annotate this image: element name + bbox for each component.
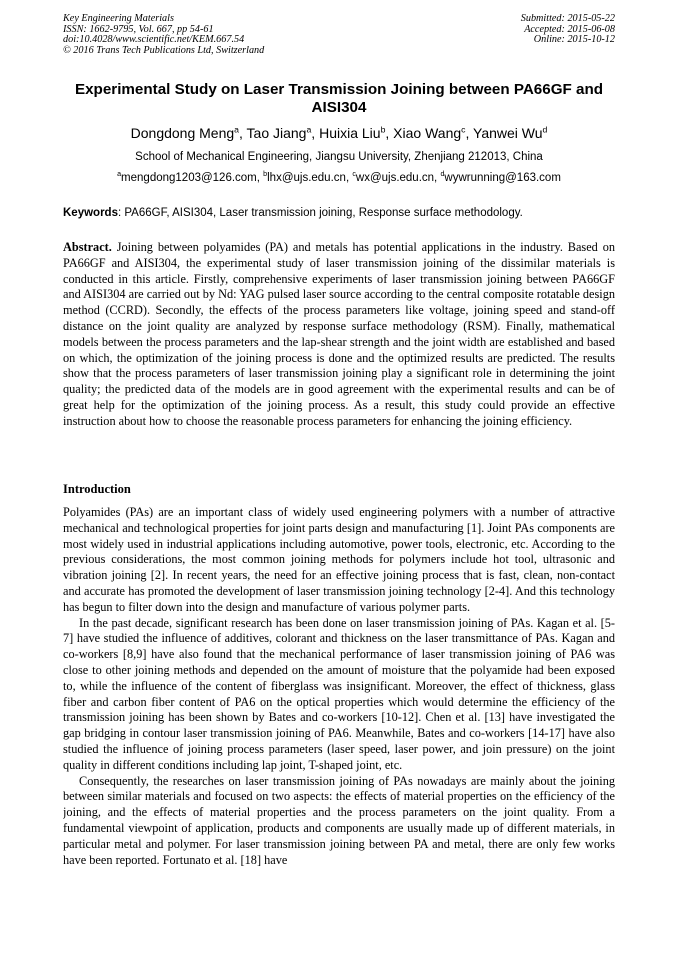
email[interactable]: $^a$mengdong1203@126.com <box>117 170 257 184</box>
paragraph: Polyamides (PAs) are an important class of widely used engineering polymers with a number of attractive mechanical and technological properties for joint parts design and manufacturing [1]. Joint PAs components are most widely used in industrial applications including automotive, power tools, electronic, etc. According to the previous considerations, the most common joining methods for polymers include hot tool, ultrasonic and vibration joining [2]. In recent years, the need for an effective joining process that is fast, clean, non-contact and accurate has promoted the development of laser transmission joining technology [2-4]. And this technology has begun to filter down into the design and manufacture of various polymer parts. <box>63 505 615 614</box>
email[interactable]: $^c$wx@ujs.edu.cn <box>352 170 435 184</box>
author-list <box>40 125 638 142</box>
email[interactable]: $^b$lhx@ujs.edu.cn <box>263 170 346 184</box>
affiliation: School of Mechanical Engineering, Jiangsu University, Zhenjiang 212013, China <box>135 151 543 163</box>
email[interactable]: $^d$wywrunning@163.com <box>440 170 561 184</box>
keywords-label: Keywords <box>63 207 118 219</box>
author: Huixia Liu$^b$, <box>319 124 394 141</box>
publication-dates <box>521 14 615 46</box>
author: Tao Jiang$^a$, <box>246 124 320 141</box>
paragraph: In the past decade, significant research has been done on laser transmission joining of PAs. Kagan et al. [5-7] have studied the influence of additives, colorant and thickness on the laser transmittance of PAs. Kagan and co-workers [8,9] have also found that the mechanical performance of laser transmission joining of PA6 was close to other joining methods and depended on the amount of moisture that the polyamide had been exposed to, while the influence of the content of fiberglass was insignificant. Moreover, the effect of thickness, glass fiber and carbon fiber content of PA6 on the optical properties which would determine the efficiency of the transmission joining has been shown by Bates and co-workers [10-12]. Chen et al. [13] have investigated the gap bridging in contour laser transmission joining of PA6. Meanwhile, Bates and co-workers [14-17] have also studied the influence of joining process parameters (laser speed, laser power, and join pressure) on the joint quality in different conditions including lap joint, T-shaped joint, etc. <box>63 615 615 772</box>
journal-header <box>63 14 264 56</box>
author: Dongdong Meng$^a$, <box>130 124 247 141</box>
journal-name: Key Engineering Materials <box>63 13 174 24</box>
journal-copyright: © 2016 Trans Tech Publications Ltd, Switzerland <box>63 44 265 56</box>
keywords-text: : PA66GF, AISI304, Laser transmission joining, Response surface methodology. <box>117 207 523 219</box>
abstract-label: Abstract. <box>63 240 112 254</box>
introduction-body <box>63 505 615 951</box>
accepted-date: Accepted: 2015-06-08 <box>524 23 615 35</box>
section-heading: Introduction <box>63 482 131 496</box>
journal-doi: doi:10.4028/www.scientific.net/KEM.667.54 <box>63 34 245 46</box>
author: Xiao Wang$^c$, <box>393 124 474 141</box>
journal-issn: ISSN: 1662-9795, Vol. 667, pp 54-61 <box>63 23 214 35</box>
email-list: $^a$mengdong1203@126.com, $^b$lhx@ujs.edu.cn, $^c$wx@ujs.edu.cn, $^d$wywrunning@163.com <box>117 170 561 184</box>
keywords <box>63 206 615 220</box>
author: Yanwei Wu$^d$ <box>473 124 548 141</box>
online-date: Online: 2015-10-12 <box>533 34 615 46</box>
abstract <box>63 240 615 430</box>
paragraph: Consequently, the researches on laser transmission joining of PAs nowadays are mainly about the joining between similar materials and focused on two aspects: the effects of material properties on the efficiency of the joining, and the effects of material properties and the process parameters on the joint quality. From a fundamental viewpoint of application, products and components are usually made up of different materials, in particular metal and polymer. For laser transmission joining between PA and metal, there are only few works have been reported. Fortunato et al. [18] have <box>63 773 615 867</box>
abstract-text: Joining between polyamides (PA) and metals has potential applications in the industry. Based on PA66GF and AISI304, the experimental study of laser transmission joining of the dissimilar materials is conducted in this article. Firstly, comprehensive experiments of laser transmission joining between PA66GF and AISI304 are carried out by Nd: YAG pulsed laser source according to the central composite rotatable design method (CCRD). Secondly, the effects of the process parameters like voltage, joining speed and stand-off distance on the joint quality are analyzed by response surface methodology (RSM). Finally, mathematical models between the process parameters and the lap-shear strength and the joint width are established and based on which, the optimization of the joining process is done and the optimized results are predicted. The results show that the process parameters of laser transmission joining play a significant role in determining the joint quality; the predicted data of the models are in good agreement with the experimental results and can be of great help for the optimization of the joining process. As a result, this study could provide an effective instruction about how to choose the reasonable process parameters for enhancing the joining efficiency. <box>63 240 615 428</box>
submitted-date: Submitted: 2015-05-22 <box>520 13 615 24</box>
paper-title: Experimental Study on Laser Transmission Joining between PA66GF and AISI304 <box>74 81 604 116</box>
